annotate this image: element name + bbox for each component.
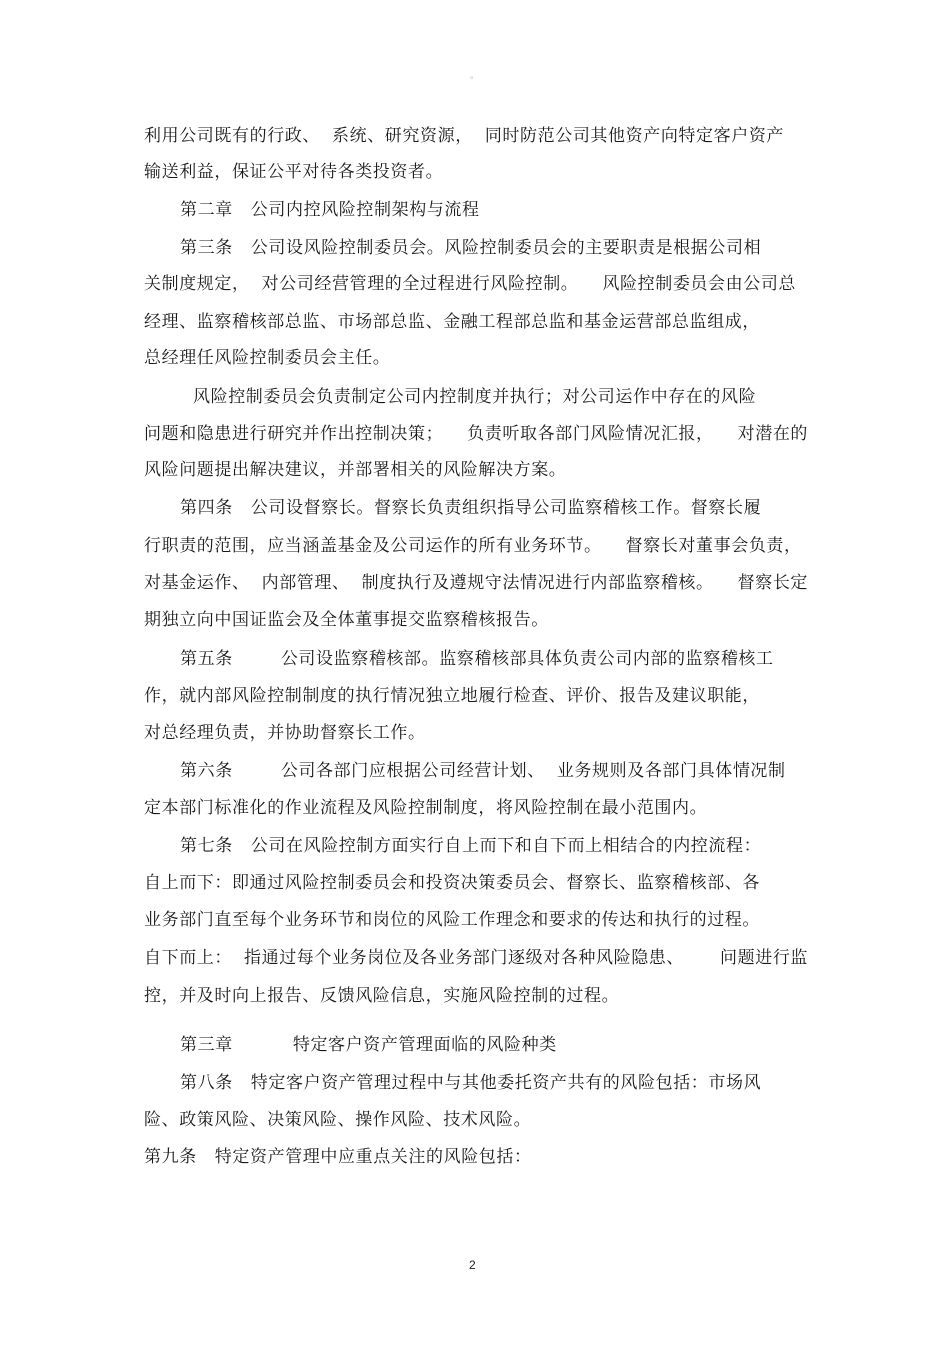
chapter-heading: 第二章 公司内控风险控制架构与流程 (180, 200, 480, 220)
text-line: 第四条 公司设督察长。督察长负责组织指导公司监察稽核工作。督察长履 (180, 498, 762, 518)
chapter-heading: 第三章 特定客户资产管理面临的风险种类 (180, 1035, 557, 1055)
text-line: 第七条 公司在风险控制方面实行自上而下和自下而上相结合的内控流程： (180, 836, 762, 856)
text-line: 总经理任风险控制委员会主任。 (144, 348, 391, 368)
text-line: 第八条 特定客户资产管理过程中与其他委托资产共有的风险包括：市场风 (180, 1073, 762, 1093)
text-line: 第三条 公司设风险控制委员会。风险控制委员会的主要职责是根据公司相 (180, 238, 762, 258)
text-line: 第九条 特定资产管理中应重点关注的风险包括： (144, 1147, 532, 1167)
text-line: 输送利益，保证公平对待各类投资者。 (144, 162, 444, 182)
text-line: 关制度规定， 对公司经营管理的全过程进行风险控制。 风险控制委员会由公司总 (144, 274, 797, 294)
text-line: 自上而下：即通过风险控制委员会和投资决策委员会、督察长、监察稽核部、各 (144, 873, 760, 893)
text-line: 对基金运作、 内部管理、 制度执行及遵规守法情况进行内部监察稽核。 督察长定 (144, 573, 809, 593)
text-line: 问题和隐患进行研究并作出控制决策； 负责听取各部门风险情况汇报， 对潜在的 (144, 424, 809, 444)
text-line: 风险问题提出解决建议，并部署相关的风险解决方案。 (144, 460, 567, 480)
text-line: 第五条 公司设监察稽核部。监察稽核部具体负责公司内部的监察稽核工 (180, 649, 774, 669)
text-line: 期独立向中国证监会及全体董事提交监察稽核报告。 (144, 610, 549, 630)
text-line: 作，就内部风险控制制度的执行情况独立地履行检查、评价、报告及建议职能， (144, 686, 760, 706)
text-line: 业务部门直至每个业务环节和岗位的风险工作理念和要求的传达和执行的过程。 (144, 910, 760, 930)
text-line: 经理、监察稽核部总监、市场部总监、金融工程部总监和基金运营部总监组成， (144, 312, 760, 332)
text-line: 险、政策风险、决策风险、操作风险、技术风险。 (144, 1110, 532, 1130)
text-line: 行职责的范围，应当涵盖基金及公司运作的所有业务环节。 督察长对董事会负责， (144, 536, 802, 556)
text-line: 自下而上： 指通过每个业务岗位及各业务部门逐级对各种风险隐患、 问题进行监 (144, 948, 809, 968)
text-line: 第六条 公司各部门应根据公司经营计划、 业务规则及各部门具体情况制 (180, 761, 786, 781)
header-mark: 。 (470, 71, 480, 81)
text-line: 控，并及时向上报告、反馈风险信息，实施风险控制的过程。 (144, 986, 620, 1006)
page-number: 2 (469, 1258, 476, 1272)
text-line: 对总经理负责，并协助督察长工作。 (144, 723, 426, 743)
text-line: 风险控制委员会负责制定公司内控制度并执行；对公司运作中存在的风险 (193, 387, 757, 407)
text-line: 定本部门标准化的作业流程及风险控制制度，将风险控制在最小范围内。 (144, 798, 708, 818)
text-line: 利用公司既有的行政、 系统、研究资源， 同时防范公司其他资产向特定客户资产 (144, 126, 785, 146)
